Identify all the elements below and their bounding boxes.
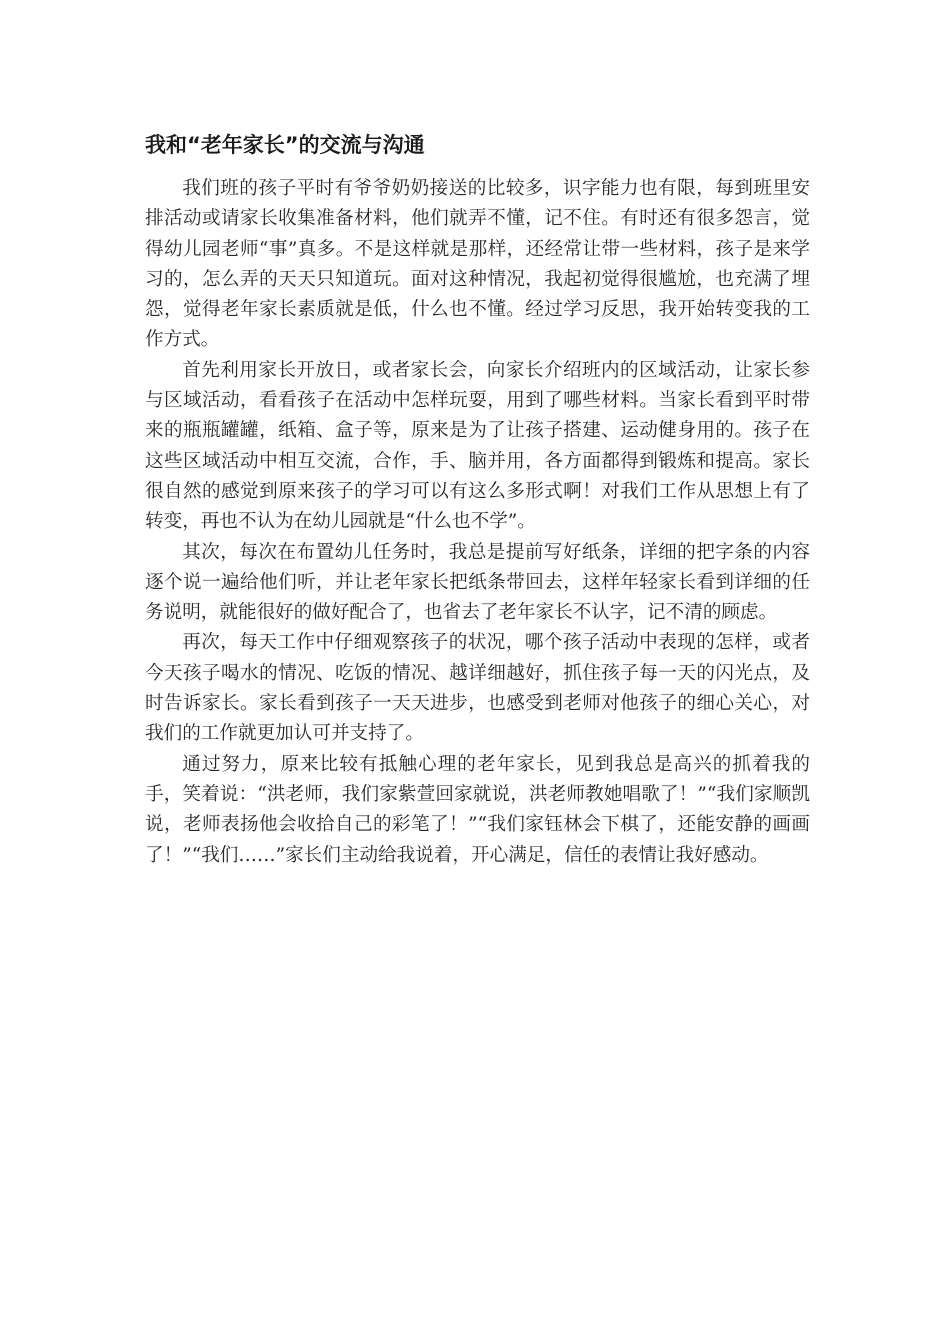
document-title: 我和“老年家长”的交流与沟通 [145, 133, 425, 157]
paragraph-conclusion: 通过努力，原来比较有抵触心理的老年家长，见到我总是高兴的抓着我的手，笑着说：“洪老师，我们家紫萱回家就说，洪老师教她唱歌了！”“我们家顺凯说，老师表扬他会收拾自己的彩笔了！”“我们家钰林会下棋了，还能安静的画画了！”“我们……”家长们主动给我说着，开心满足，信任的表情让我好感动。 [145, 753, 810, 866]
paragraph-second: 其次，每次在布置幼儿任务时，我总是提前写好纸条，详细的把字条的内容逐个说一遍给他们听，并让老年家长把纸条带回去，这样年轻家长看到详细的任务说明，就能很好的做好配合了，也省去了老年家长不认字，记不清的顾虑。 [145, 541, 810, 624]
paragraph-first: 首先利用家长开放日，或者家长会，向家长介绍班内的区域活动，让家长参与区域活动，看看孩子在活动中怎样玩耍，用到了哪些材料。当家长看到平时带来的瓶瓶罐罐，纸箱、盒子等，原来是为了让孩子搭建、运动健身用的。孩子在这些区域活动中相互交流，合作，手、脑并用，各方面都得到锻炼和提高。家长很自然的感觉到原来孩子的学习可以有这么多形式啊！对我们工作从思想上有了转变，再也不认为在幼儿园就是“什么也不学”。 [145, 359, 810, 533]
paragraph-third: 再次，每天工作中仔细观察孩子的状况，哪个孩子活动中表现的怎样，或者今天孩子喝水的情况、吃饭的情况、越详细越好，抓住孩子每一天的闪光点，及时告诉家长。家长看到孩子一天天进步，也感受到老师对他孩子的细心关心，对我们的工作就更加认可并支持了。 [145, 632, 810, 745]
document-body [145, 174, 810, 871]
paragraph-intro: 我们班的孩子平时有爷爷奶奶接送的比较多，识字能力也有限，每到班里安排活动或请家长收集准备材料，他们就弄不懂，记不住。有时还有很多怨言，觉得幼儿园老师“事”真多。不是这样就是那样，还经常让带一些材料，孩子是来学习的，怎么弄的天天只知道玩。面对这种情况，我起初觉得很尴尬，也充满了埋怨，觉得老年家长素质就是低，什么也不懂。经过学习反思，我开始转变我的工作方式。 [145, 178, 810, 351]
